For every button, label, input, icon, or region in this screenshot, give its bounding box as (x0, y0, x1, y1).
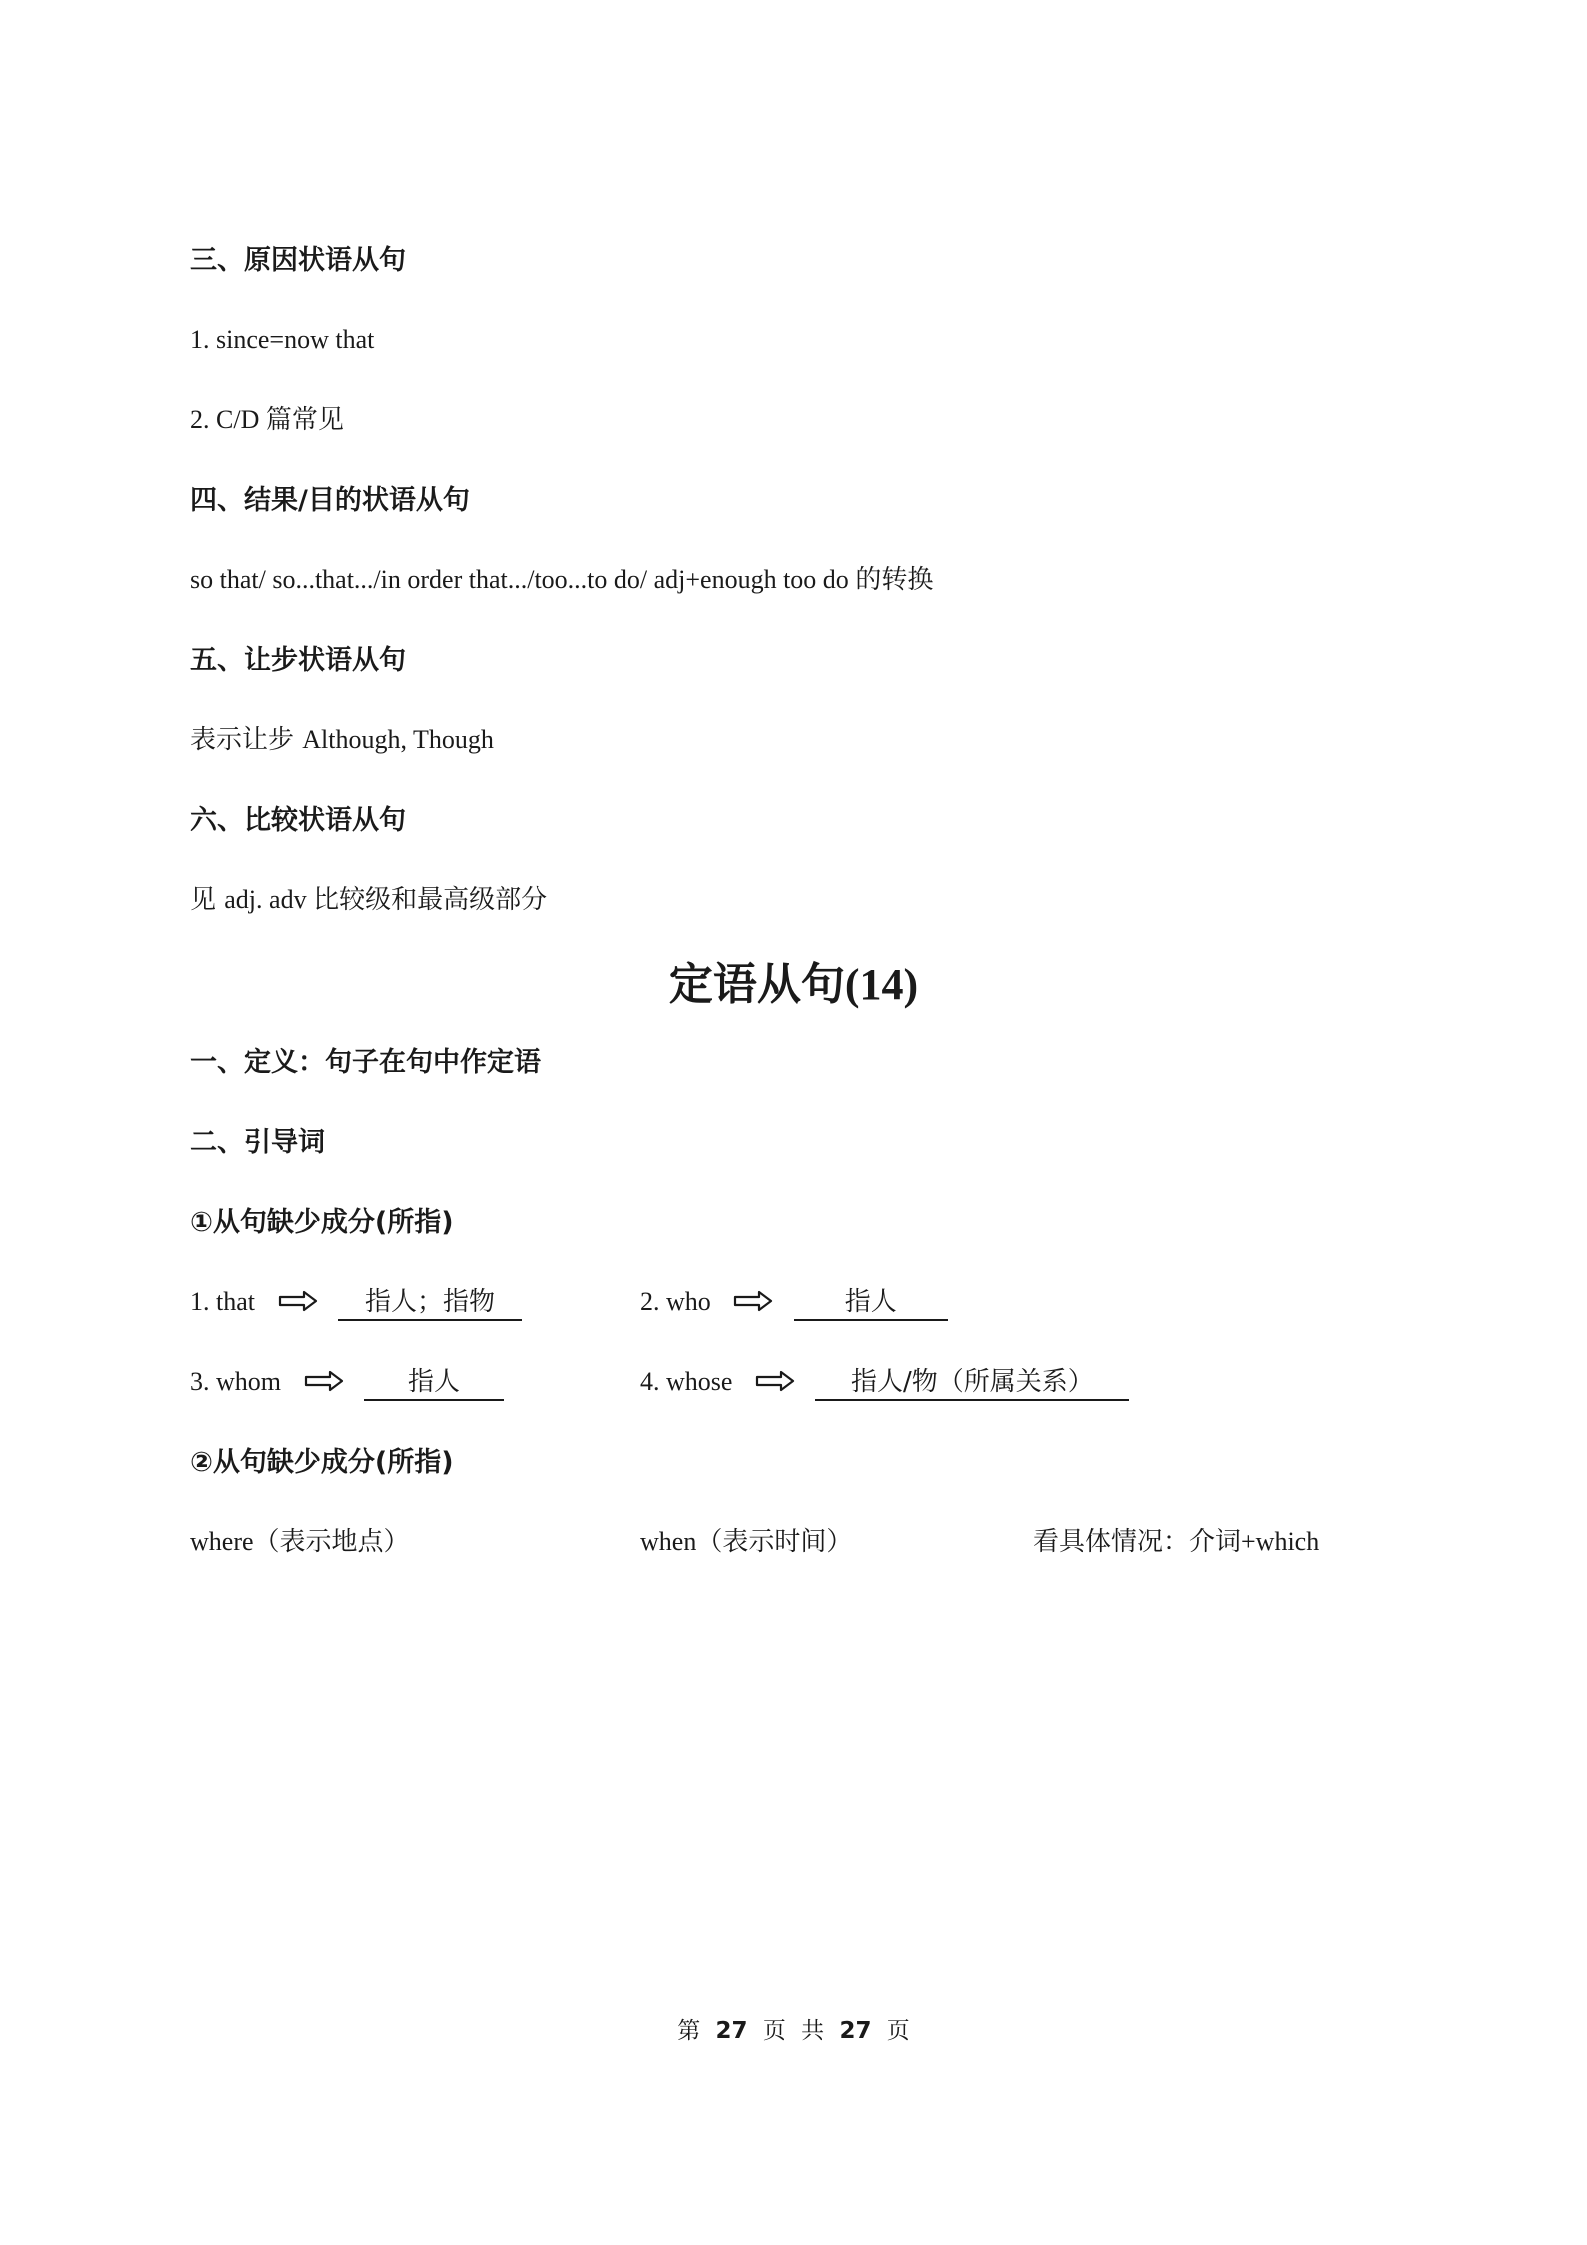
concession-text-cn: 表示让步 (190, 725, 303, 755)
pronoun-item (190, 1365, 504, 1401)
pronoun-answer: 指人/物（所属关系） (815, 1366, 1129, 1401)
adverb-when (640, 1525, 852, 1560)
section-heading-concession: 五、让步状语从句 (190, 645, 406, 676)
list-item-cd-prefix: 2. C/D (190, 405, 266, 434)
adverb-which-en: +which (1241, 1527, 1320, 1556)
result-text-cn: 的转换 (855, 565, 934, 595)
double-right-arrow-icon (304, 1367, 344, 1401)
pronoun-item (190, 1285, 522, 1321)
adverb-which-cn: 看具体情况：介词 (1033, 1527, 1242, 1557)
subsection-heading-adverbs: ②从句缺少成分(所指) (190, 1447, 454, 1478)
comparison-text-b: adj. adv (224, 885, 314, 914)
comparison-text-a: 见 (190, 885, 225, 915)
footer-prefix: 第 (677, 2018, 701, 2044)
pronoun-label: 1. that (190, 1287, 255, 1316)
pronoun-label: 2. who (640, 1287, 711, 1316)
footer-middle: 页 共 (762, 2018, 825, 2044)
adverb-where-en: where (190, 1527, 254, 1556)
section-heading-comparison: 六、比较状语从句 (190, 805, 406, 836)
result-text-en: so that/ so...that.../in order that.../too...to do/ adj+enough too do (190, 565, 856, 594)
pronoun-item (640, 1365, 1129, 1401)
pronoun-label: 3. whom (190, 1367, 281, 1396)
comparison-text-c: 比较级和最高级部分 (313, 885, 548, 915)
chapter-title-number: (14) (844, 960, 919, 1009)
page-footer (0, 2012, 1587, 2045)
double-right-arrow-icon (278, 1287, 318, 1321)
adverb-when-en: when (640, 1527, 697, 1556)
list-item-cd (190, 403, 344, 438)
concession-text (190, 723, 494, 758)
double-right-arrow-icon (755, 1367, 795, 1401)
pronoun-answer: 指人 (794, 1286, 948, 1321)
result-text (190, 563, 933, 598)
double-right-arrow-icon (733, 1287, 773, 1321)
footer-suffix: 页 (886, 2018, 910, 2044)
chapter-title (0, 948, 1587, 1012)
footer-current-page: 27 (715, 2018, 748, 2044)
adverb-when-cn: （表示时间） (696, 1527, 853, 1557)
relative-words-heading: 二、引导词 (190, 1127, 325, 1158)
list-item-since: 1. since=now that (190, 325, 375, 354)
pronoun-item (640, 1285, 948, 1321)
section-heading-result: 四、结果/目的状语从句 (190, 485, 470, 516)
list-item-cd-suffix: 篇常见 (265, 405, 344, 435)
pronoun-label: 4. whose (640, 1367, 733, 1396)
pronoun-answer: 指人 (364, 1366, 504, 1401)
adverb-where-cn: （表示地点） (253, 1527, 410, 1557)
comparison-text (190, 883, 547, 918)
pronoun-answer: 指人；指物 (338, 1286, 522, 1321)
section-heading-cause: 三、原因状语从句 (190, 245, 406, 276)
footer-total-pages: 27 (839, 2018, 872, 2044)
chapter-title-main: 定语从句 (668, 959, 845, 1010)
adverb-which (1033, 1525, 1319, 1560)
definition-heading: 一、定义：句子在句中作定语 (190, 1047, 541, 1078)
concession-text-en: Although, Though (302, 725, 494, 754)
subsection-heading-pronouns: ①从句缺少成分(所指) (190, 1207, 454, 1238)
adverb-where (190, 1525, 410, 1560)
